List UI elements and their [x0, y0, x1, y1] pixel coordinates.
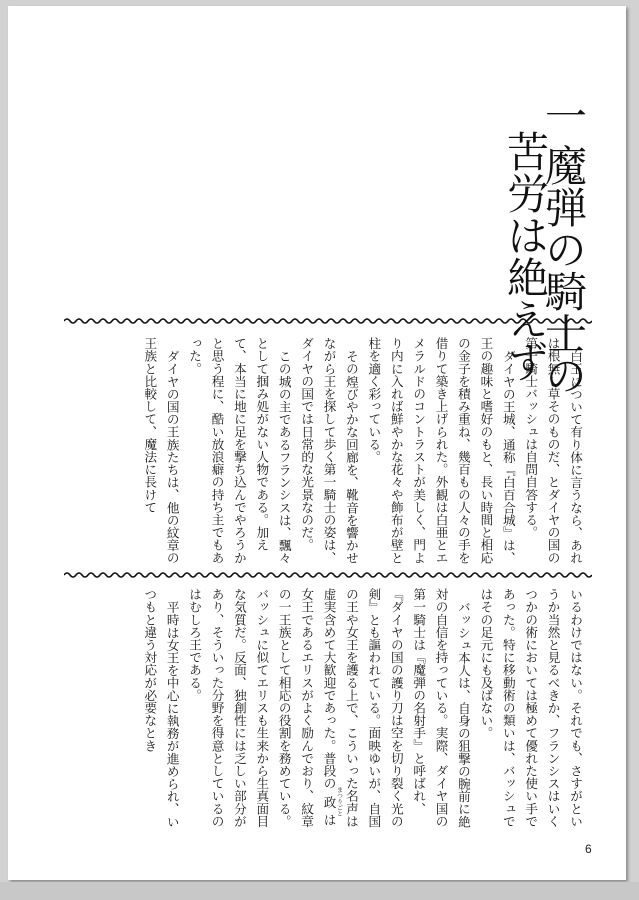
- paragraph-text: バッシュ本人は、自身の狙撃の腕前に絶対の自信を持っている。実際、ダイヤ国の第一騎士は『魔弾の名射手』と呼ばれ、『ダイヤの国の護り刀は空を切り裂く光の剣』とも謳われている。面映ゆいが、自国の王や女王を護る上で、こういった名声は: [343, 588, 471, 828]
- ruby-reading: まつりごと: [335, 786, 343, 817]
- ruby-term: [321, 786, 343, 817]
- wavy-divider-middle: [64, 571, 592, 579]
- paragraph: 白王について有り体に言うなら、あれは根無し草そのものだ、とダイヤの国の第一騎士バッシュは自問自答する。: [523, 337, 583, 564]
- chapter-title-line1: 魔弾の騎士の: [539, 144, 588, 396]
- paragraph-text: は女王であるエリスがよく励んでおり、紋章の一王族として相応の役割を務めている。バッシュに似てエリスも生来から生真面目な気質だ。反面、独創性には乏しい部分があり、そういった分野を得意としているのはむしろ王である。: [187, 588, 337, 828]
- chapter-number: 一: [539, 94, 588, 136]
- paragraph-text: 含めて大歓迎であった。普段の: [321, 613, 337, 790]
- paragraph: ダイヤの王城、通称『白百合城』は、王の趣味と嗜好のもと、長い時間と相応の金子を積み重ね、幾百もの人々の手を借りて築き上げられた。外観は白亜とエメラルドのコントラストが美しく、門より内に入れば鮮やかな花々や飾布が壁と柱を適く彩っている。: [366, 337, 516, 564]
- page-number: 6: [585, 842, 592, 856]
- chapter-title-line2: 苦労は絶えず: [501, 130, 550, 382]
- text-block-upper: [66, 337, 586, 567]
- paragraph: 平時は女王を中心に執務が進められ、いつもと違う対応が必要なとき: [142, 588, 180, 828]
- ruby-term: 虚実: [321, 588, 337, 614]
- book-page: [8, 6, 626, 880]
- paragraph: [183, 588, 474, 828]
- paragraph: ダイヤの国の王族たちは、他の紋章の王族と比較して、魔法に長けて: [142, 337, 180, 564]
- text-block-lower: [66, 588, 586, 828]
- wavy-divider-top: [64, 317, 592, 325]
- viewer-bottom-bar: [0, 882, 639, 900]
- paragraph: その煌びやかな回廊を、靴音を響かせながら王を探して歩く第一騎士の姿は、ダイヤの国では日常的な光景なのだ。: [299, 337, 359, 564]
- paragraph: この城の主であるフランシスは、飄々として掴み処がない人物である。加えて、本当に地に足を撃ち込んでやろうかと思う程に、酷い放浪癖の持ち主でもあった。: [187, 337, 292, 564]
- ruby-base: 政: [321, 786, 337, 817]
- paragraph: いるわけではない。それでも、さすがというか当然と見るべきか、フランシスはいくつかの術においては極めて優れた使い手であった。特に移動術の類いは、バッシュではその足元にも及ばない。: [478, 588, 583, 828]
